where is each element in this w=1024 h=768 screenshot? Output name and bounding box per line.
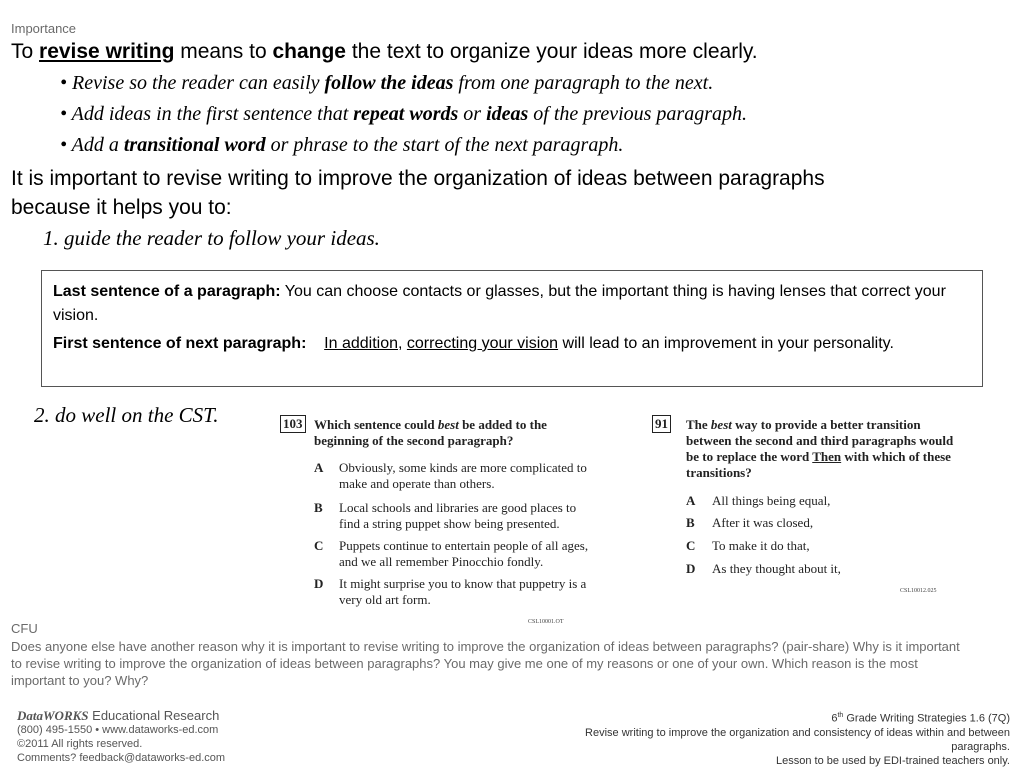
reason-2: 2. do well on the CST. — [34, 403, 219, 427]
option-text: As they thought about it, — [712, 561, 841, 576]
importance-label: Importance — [11, 21, 77, 36]
definition-text: To — [11, 40, 40, 63]
bullet-repeat-words: • Add ideas in the first sentence that repeat words or ideas of the previous paragraph. — [60, 103, 747, 125]
option-text: It might surprise you to know that puppetry is a very old art form. — [339, 576, 587, 607]
definition-text: means to — [174, 40, 273, 63]
importance-paragraph: It is important to revise writing to improve the organization of ideas between paragraphs because it helps you to: — [11, 167, 825, 219]
question-stem: The best way to provide a better transition between the second and third paragraphs would be to replace the word Then with which of these transitions? — [686, 417, 954, 480]
course-title: 6th Grade Writing Strategies 1.6 (7Q) — [831, 712, 1010, 725]
question-stem: Which sentence could best be added to the beginning of the second paragraph? — [314, 417, 547, 448]
standard-description: Revise writing to improve the organization and consistency of ideas within and between paragraphs. — [585, 726, 1010, 753]
option-letter: C — [314, 538, 324, 553]
brand-logo: DataWORKS Educational Research — [17, 708, 220, 723]
test-item-103 — [280, 412, 600, 627]
option-letter: D — [314, 576, 324, 591]
last-sentence-example: Last sentence of a paragraph: You can choose contacts or glasses, but the important thing is having lenses that correct your vision. — [53, 283, 946, 324]
contact-phone-web: (800) 495-1550 • www.dataworks-ed.com — [17, 724, 219, 736]
option-letter: C — [686, 538, 696, 553]
option-letter: B — [686, 515, 695, 530]
option-text: After it was closed, — [712, 515, 814, 530]
cfu-questions: Does anyone else have another reason why it is important to revise writing to improve the organization of ideas between paragraphs? (pair-share) Why is it important to revise writing to improve the organization of ideas between paragraphs? You may give me one of my reasons or one of your own. Which reason is the most important to you? Why? — [11, 639, 960, 688]
option-letter: A — [314, 460, 324, 475]
bullet-transitional-word: • Add a transitional word or phrase to the start of the next paragraph. — [60, 134, 624, 156]
question-number: 91 — [652, 415, 671, 433]
revise-writing-term: revise writing — [39, 40, 175, 63]
option-text: Puppets continue to entertain people of all ages, and we all remember Pinocchio fondly. — [339, 538, 589, 569]
feedback-email: Comments? feedback@dataworks-ed.com — [17, 752, 226, 764]
example-box — [41, 270, 983, 387]
definition-line — [11, 40, 758, 64]
question-number: 103 — [280, 415, 306, 433]
reason-1: 1. guide the reader to follow your ideas. — [43, 226, 380, 250]
option-letter: A — [686, 493, 696, 508]
item-code: CSL10012.025 — [900, 588, 937, 594]
option-text: Local schools and libraries are good places to find a string puppet show being presented. — [339, 500, 577, 531]
cfu-label: CFU — [11, 621, 38, 636]
option-text: All things being equal, — [712, 493, 831, 508]
first-sentence-example: First sentence of next paragraph: In addition, correcting your vision will lead to an improvement in your personality. — [53, 335, 894, 352]
footer-publisher — [17, 709, 225, 765]
change-term: change — [272, 40, 346, 63]
option-text: Obviously, some kinds are more complicated to make and operate than others. — [339, 460, 587, 491]
item-code: CSL10001.OT — [528, 619, 564, 625]
footer-lesson-info — [540, 709, 1010, 768]
bullet-follow-ideas: • Revise so the reader can easily follow the ideas from one paragraph to the next. — [60, 72, 714, 94]
definition-text: the text to organize your ideas more clearly. — [346, 40, 758, 63]
copyright: ©2011 All rights reserved. — [17, 738, 143, 750]
option-letter: D — [686, 561, 696, 576]
usage-note: Lesson to be used by EDI-trained teachers only. — [776, 754, 1010, 767]
option-text: To make it do that, — [712, 538, 810, 553]
test-item-91 — [652, 412, 952, 602]
option-letter: B — [314, 500, 323, 515]
